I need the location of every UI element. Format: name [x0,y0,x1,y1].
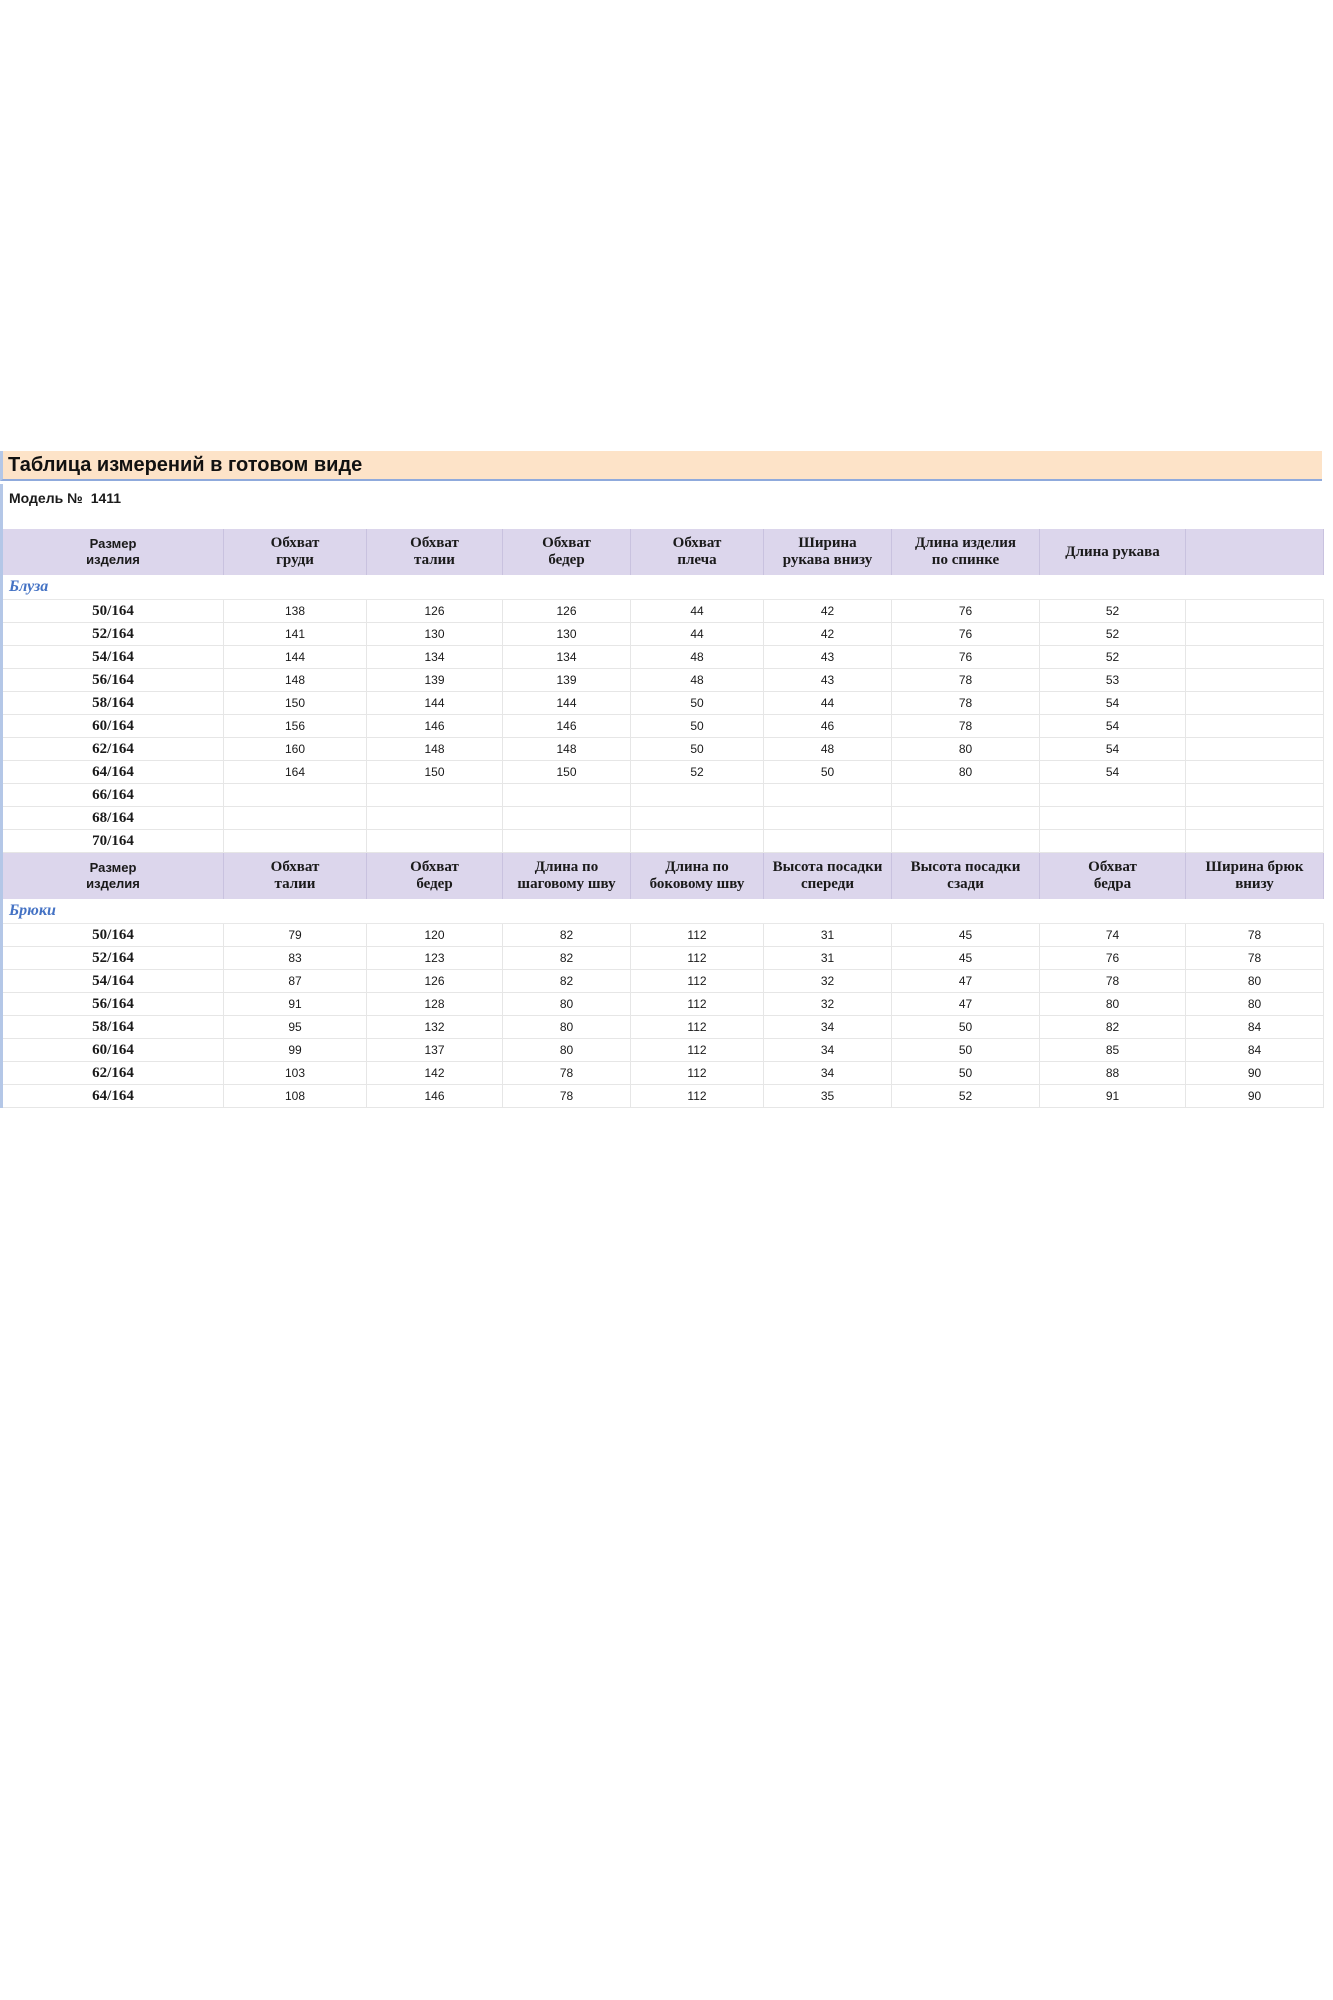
value-cell: 90 [1186,1085,1324,1108]
value-cell [1186,669,1324,692]
size-cell: 66/164 [2,784,224,807]
value-cell: 164 [224,761,367,784]
value-cell: 160 [224,738,367,761]
value-cell: 43 [764,646,892,669]
value-cell: 80 [1040,993,1186,1016]
value-cell: 35 [764,1085,892,1108]
blouse-header-cell: Длина рукава [1040,529,1186,575]
table-row [2,669,1324,692]
blouse-header-cell: Обхват груди [224,529,367,575]
value-cell [224,807,367,830]
value-cell: 85 [1040,1039,1186,1062]
value-cell: 132 [367,1016,503,1039]
value-cell: 78 [892,669,1040,692]
table-row [2,761,1324,784]
table-row [2,692,1324,715]
trousers-header-cell: Размер изделия [2,853,224,900]
value-cell: 144 [503,692,631,715]
value-cell: 76 [1040,947,1186,970]
value-cell: 54 [1040,738,1186,761]
table-row [2,993,1324,1016]
table-row [2,1039,1324,1062]
value-cell: 74 [1040,924,1186,947]
blouse-header-cell: Ширина рукава внизу [764,529,892,575]
value-cell: 138 [224,600,367,623]
size-cell: 52/164 [2,623,224,646]
value-cell: 146 [367,1085,503,1108]
size-cell: 52/164 [2,947,224,970]
table-row [2,1062,1324,1085]
value-cell [1186,807,1324,830]
value-cell [367,807,503,830]
blouse-header-cell: Обхват плеча [631,529,764,575]
value-cell [1186,623,1324,646]
value-cell: 84 [1186,1016,1324,1039]
value-cell: 99 [224,1039,367,1062]
value-cell: 48 [631,669,764,692]
table-row [2,784,1324,807]
value-cell: 80 [503,1039,631,1062]
table-row [2,600,1324,623]
trousers-header-row [2,853,1324,900]
value-cell: 150 [367,761,503,784]
table-row [2,830,1324,853]
value-cell [1186,784,1324,807]
value-cell: 45 [892,947,1040,970]
value-cell: 80 [503,993,631,1016]
blouse-header-cell [1186,529,1324,575]
value-cell: 50 [631,715,764,738]
table-row [2,947,1324,970]
value-cell: 50 [631,738,764,761]
value-cell: 156 [224,715,367,738]
value-cell: 137 [367,1039,503,1062]
blouse-label-row [2,575,1324,600]
value-cell [1186,830,1324,853]
value-cell: 34 [764,1016,892,1039]
value-cell: 80 [892,738,1040,761]
size-cell: 62/164 [2,738,224,761]
value-cell: 112 [631,993,764,1016]
value-cell: 54 [1040,692,1186,715]
value-cell: 150 [503,761,631,784]
value-cell: 31 [764,924,892,947]
value-cell [764,830,892,853]
value-cell: 44 [764,692,892,715]
value-cell: 123 [367,947,503,970]
value-cell: 83 [224,947,367,970]
trousers-header-cell: Ширина брюк внизу [1186,853,1324,900]
value-cell: 42 [764,623,892,646]
trousers-section-label: Брюки [2,899,1324,924]
value-cell: 78 [1186,924,1324,947]
size-cell: 54/164 [2,646,224,669]
table-row [2,1085,1324,1108]
size-cell: 70/164 [2,830,224,853]
value-cell: 141 [224,623,367,646]
size-cell: 68/164 [2,807,224,830]
value-cell: 91 [1040,1085,1186,1108]
value-cell: 88 [1040,1062,1186,1085]
measurement-table [0,529,1324,1108]
value-cell [764,807,892,830]
value-cell: 108 [224,1085,367,1108]
page-title: Таблица измерений в готовом виде [8,453,363,476]
value-cell: 142 [367,1062,503,1085]
value-cell: 112 [631,1039,764,1062]
value-cell: 95 [224,1016,367,1039]
blouse-header-cell: Обхват бедер [503,529,631,575]
value-cell: 34 [764,1062,892,1085]
value-cell [224,784,367,807]
value-cell: 32 [764,970,892,993]
value-cell: 80 [892,761,1040,784]
value-cell: 47 [892,993,1040,1016]
value-cell: 78 [892,715,1040,738]
value-cell [367,830,503,853]
value-cell: 80 [1186,993,1324,1016]
trousers-header-cell: Обхват бедер [367,853,503,900]
value-cell: 112 [631,1085,764,1108]
value-cell [631,784,764,807]
trousers-header-cell: Длина по боковому шву [631,853,764,900]
value-cell: 87 [224,970,367,993]
measurement-sheet [0,451,1322,1108]
size-cell: 58/164 [2,1016,224,1039]
value-cell: 48 [764,738,892,761]
value-cell: 90 [1186,1062,1324,1085]
value-cell: 82 [503,924,631,947]
value-cell: 144 [224,646,367,669]
value-cell: 79 [224,924,367,947]
size-cell: 56/164 [2,669,224,692]
value-cell: 80 [1186,970,1324,993]
value-cell [1186,761,1324,784]
blouse-header-row [2,529,1324,575]
value-cell [631,807,764,830]
value-cell: 52 [892,1085,1040,1108]
value-cell: 112 [631,1062,764,1085]
value-cell: 54 [1040,761,1186,784]
value-cell: 134 [503,646,631,669]
value-cell: 76 [892,600,1040,623]
value-cell: 112 [631,924,764,947]
value-cell: 45 [892,924,1040,947]
value-cell: 53 [1040,669,1186,692]
value-cell: 50 [764,761,892,784]
blouse-header-cell: Размер изделия [2,529,224,575]
value-cell: 31 [764,947,892,970]
value-cell: 146 [503,715,631,738]
size-cell: 56/164 [2,993,224,1016]
trousers-section [2,853,1324,1108]
size-cell: 64/164 [2,1085,224,1108]
value-cell: 82 [1040,1016,1186,1039]
spacer [0,512,1322,529]
value-cell: 78 [892,692,1040,715]
value-cell: 52 [631,761,764,784]
value-cell [367,784,503,807]
value-cell [1186,738,1324,761]
table-row [2,807,1324,830]
value-cell: 78 [503,1062,631,1085]
value-cell: 50 [631,692,764,715]
value-cell: 103 [224,1062,367,1085]
value-cell [224,830,367,853]
trousers-header-cell: Высота посадки сзади [892,853,1040,900]
value-cell [631,830,764,853]
value-cell: 76 [892,646,1040,669]
size-cell: 64/164 [2,761,224,784]
value-cell: 139 [503,669,631,692]
value-cell [503,830,631,853]
table-row [2,970,1324,993]
value-cell: 148 [367,738,503,761]
value-cell [1040,807,1186,830]
model-line [0,484,1322,512]
size-cell: 58/164 [2,692,224,715]
blouse-section [2,529,1324,853]
trousers-label-row [2,899,1324,924]
value-cell: 46 [764,715,892,738]
value-cell: 139 [367,669,503,692]
value-cell [892,807,1040,830]
value-cell: 32 [764,993,892,1016]
value-cell: 50 [892,1062,1040,1085]
model-number: 1411 [90,490,122,506]
model-label: Модель № [9,490,83,506]
value-cell: 78 [1186,947,1324,970]
value-cell: 130 [367,623,503,646]
blouse-section-label: Блуза [2,575,1324,600]
size-cell: 60/164 [2,1039,224,1062]
size-cell: 60/164 [2,715,224,738]
value-cell: 50 [892,1016,1040,1039]
size-cell: 62/164 [2,1062,224,1085]
value-cell: 82 [503,947,631,970]
value-cell: 52 [1040,600,1186,623]
value-cell: 112 [631,1016,764,1039]
table-row [2,924,1324,947]
value-cell [892,784,1040,807]
value-cell [503,807,631,830]
value-cell: 91 [224,993,367,1016]
value-cell: 130 [503,623,631,646]
value-cell: 120 [367,924,503,947]
value-cell: 78 [503,1085,631,1108]
value-cell: 76 [892,623,1040,646]
value-cell: 112 [631,947,764,970]
value-cell: 44 [631,623,764,646]
value-cell [1186,715,1324,738]
value-cell [1040,830,1186,853]
value-cell: 150 [224,692,367,715]
value-cell: 52 [1040,646,1186,669]
value-cell: 44 [631,600,764,623]
value-cell: 126 [367,600,503,623]
table-row [2,1016,1324,1039]
value-cell: 112 [631,970,764,993]
blouse-header-cell: Длина изделия по спинке [892,529,1040,575]
value-cell: 128 [367,993,503,1016]
table-row [2,623,1324,646]
size-cell: 54/164 [2,970,224,993]
value-cell [1186,600,1324,623]
value-cell: 54 [1040,715,1186,738]
blouse-header-cell: Обхват талии [367,529,503,575]
value-cell: 146 [367,715,503,738]
value-cell: 134 [367,646,503,669]
value-cell: 34 [764,1039,892,1062]
value-cell [1186,692,1324,715]
value-cell: 148 [224,669,367,692]
value-cell: 126 [503,600,631,623]
value-cell: 126 [367,970,503,993]
value-cell [503,784,631,807]
value-cell: 52 [1040,623,1186,646]
value-cell: 42 [764,600,892,623]
trousers-header-cell: Длина по шаговому шву [503,853,631,900]
trousers-header-cell: Высота посадки спереди [764,853,892,900]
value-cell [892,830,1040,853]
value-cell: 82 [503,970,631,993]
table-row [2,646,1324,669]
title-bar [0,451,1322,481]
value-cell: 47 [892,970,1040,993]
value-cell: 80 [503,1016,631,1039]
value-cell: 78 [1040,970,1186,993]
value-cell [1186,646,1324,669]
size-cell: 50/164 [2,924,224,947]
table-row [2,715,1324,738]
value-cell: 84 [1186,1039,1324,1062]
value-cell: 50 [892,1039,1040,1062]
value-cell: 148 [503,738,631,761]
size-cell: 50/164 [2,600,224,623]
value-cell: 144 [367,692,503,715]
value-cell [764,784,892,807]
value-cell: 48 [631,646,764,669]
trousers-header-cell: Обхват талии [224,853,367,900]
trousers-header-cell: Обхват бедра [1040,853,1186,900]
value-cell: 43 [764,669,892,692]
table-row [2,738,1324,761]
value-cell [1040,784,1186,807]
